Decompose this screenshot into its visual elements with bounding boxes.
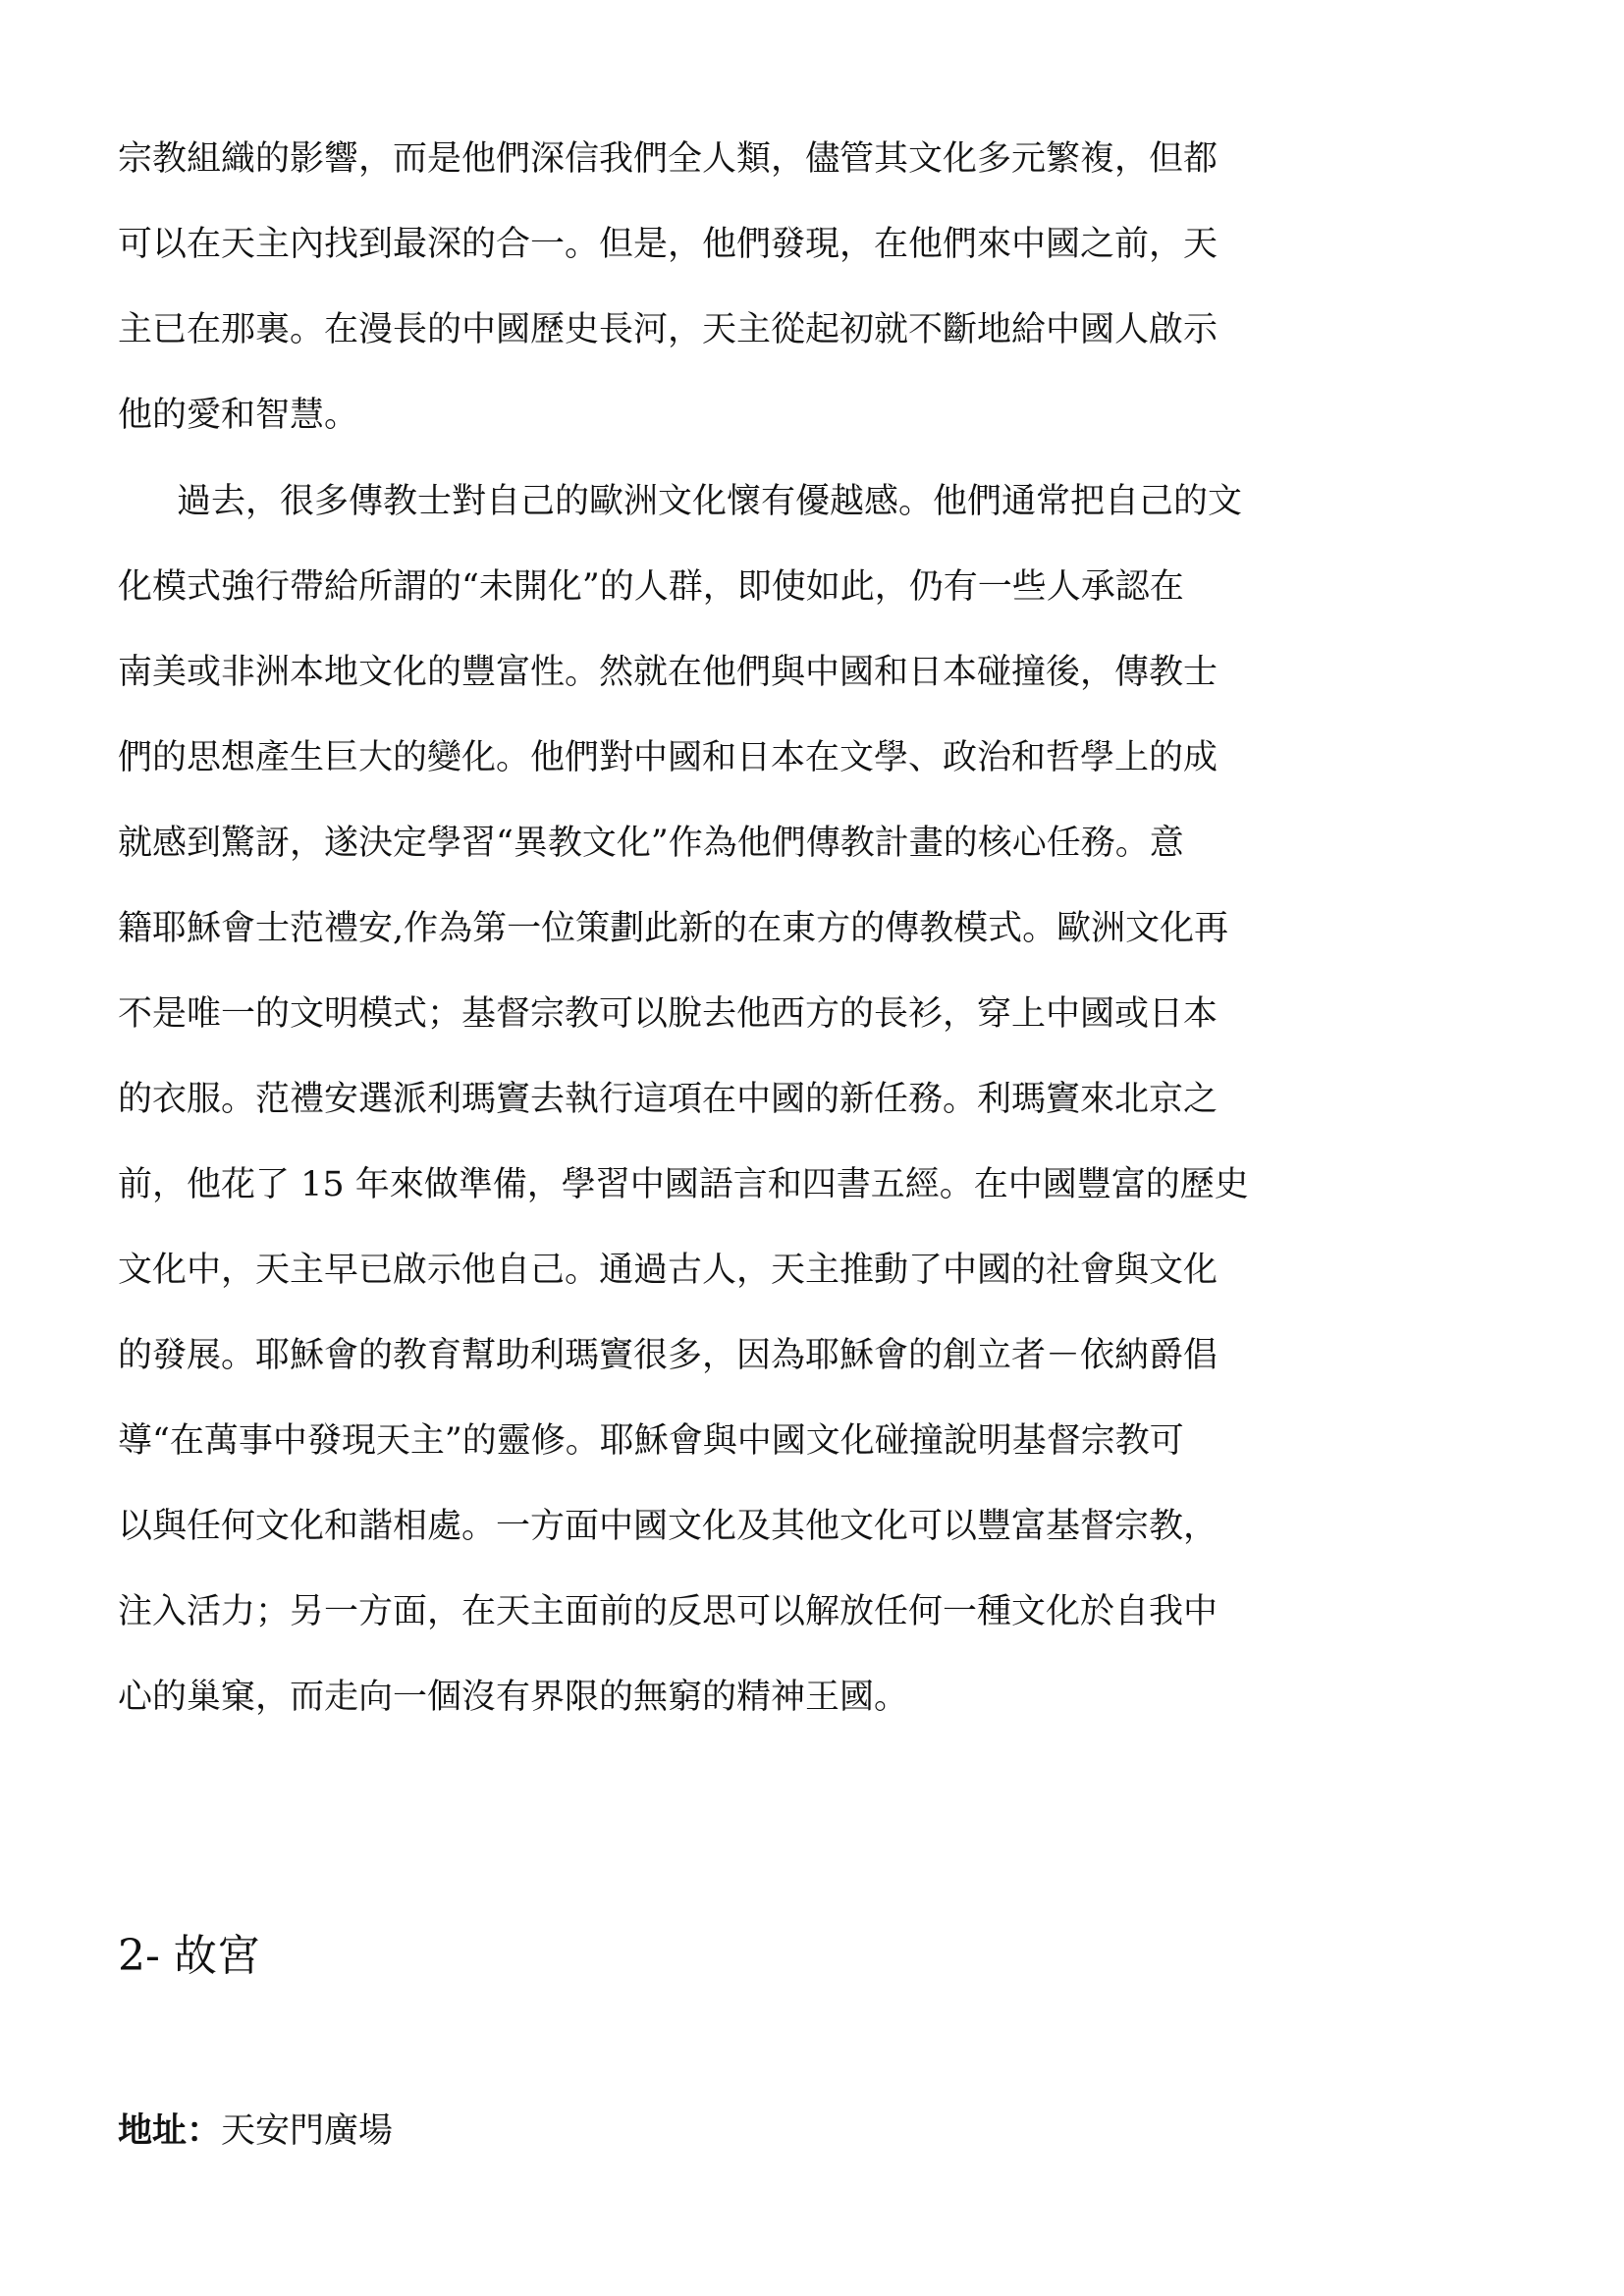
address-label: 地址： [118, 2110, 222, 2151]
paragraph-1-line-2: 可以在天主內找到最深的合一。但是，他們發現，在他們來中國之前，天 [118, 225, 1218, 264]
paragraph-1-line-1: 宗教組織的影響，而是他們深信我們全人類，儘管其文化多元繁複，但都 [118, 139, 1218, 179]
paragraph-2-line-10: 文化中，天主早已啟示他自己。通過古人，天主推動了中國的社會與文化 [118, 1251, 1218, 1290]
paragraph-2-line-8: 的衣服。范禮安選派利瑪竇去執行這項在中國的新任務。利瑪竇來北京之 [118, 1080, 1218, 1119]
address-line [118, 2109, 393, 2153]
paragraph-2-line-6: 籍耶穌會士范禮安,作為第一位策劃此新的在東方的傳教模式。歐洲文化再 [118, 909, 1229, 948]
address-value: 天安門廣場 [221, 2111, 394, 2151]
paragraph-1-line-4: 他的愛和智慧。 [118, 396, 359, 435]
paragraph-2-line-4: 們的思想產生巨大的變化。他們對中國和日本在文學、政治和哲學上的成 [118, 738, 1218, 777]
paragraph-2-line-7: 不是唯一的文明模式；基督宗教可以脫去他西方的長衫，穿上中國或日本 [118, 994, 1218, 1034]
paragraph-2-line-1: 過去，很多傳教士對自己的歐洲文化懷有優越感。他們通常把自己的文 [177, 482, 1243, 521]
paragraph-2-line-2: 化模式強行帶給所謂的“未開化”的人群，即使如此，仍有一些人承認在 [118, 567, 1184, 607]
paragraph-2-line-15: 心的巢窠，而走向一個沒有界限的無窮的精神王國。 [118, 1678, 909, 1717]
paragraph-2-line-11: 的發展。耶穌會的教育幫助利瑪竇很多，因為耶穌會的創立者－依納爵倡 [118, 1336, 1218, 1375]
paragraph-2-line-5: 就感到驚訝，遂決定學習“異教文化”作為他們傳教計畫的核心任務。意 [118, 824, 1184, 863]
paragraph-2-line-3: 南美或非洲本地文化的豐富性。然就在他們與中國和日本碰撞後，傳教士 [118, 653, 1218, 692]
section-heading: 2- 故宮 [118, 1931, 260, 1981]
paragraph-2-line-13: 以與任何文化和諧相處。一方面中國文化及其他文化可以豐富基督宗教， [118, 1507, 1218, 1546]
paragraph-2-line-12: 導“在萬事中發現天主”的靈修。耶穌會與中國文化碰撞說明基督宗教可 [118, 1421, 1184, 1461]
paragraph-1-line-3: 主已在那裏。在漫長的中國歷史長河，天主從起初就不斷地給中國人啟示 [118, 310, 1218, 349]
paragraph-2-line-9: 前，他花了 15 年來做準備，學習中國語言和四書五經。在中國豐富的歷史 [118, 1165, 1249, 1204]
paragraph-2-line-14: 注入活力；另一方面，在天主面前的反思可以解放任何一種文化於自我中 [118, 1592, 1218, 1631]
